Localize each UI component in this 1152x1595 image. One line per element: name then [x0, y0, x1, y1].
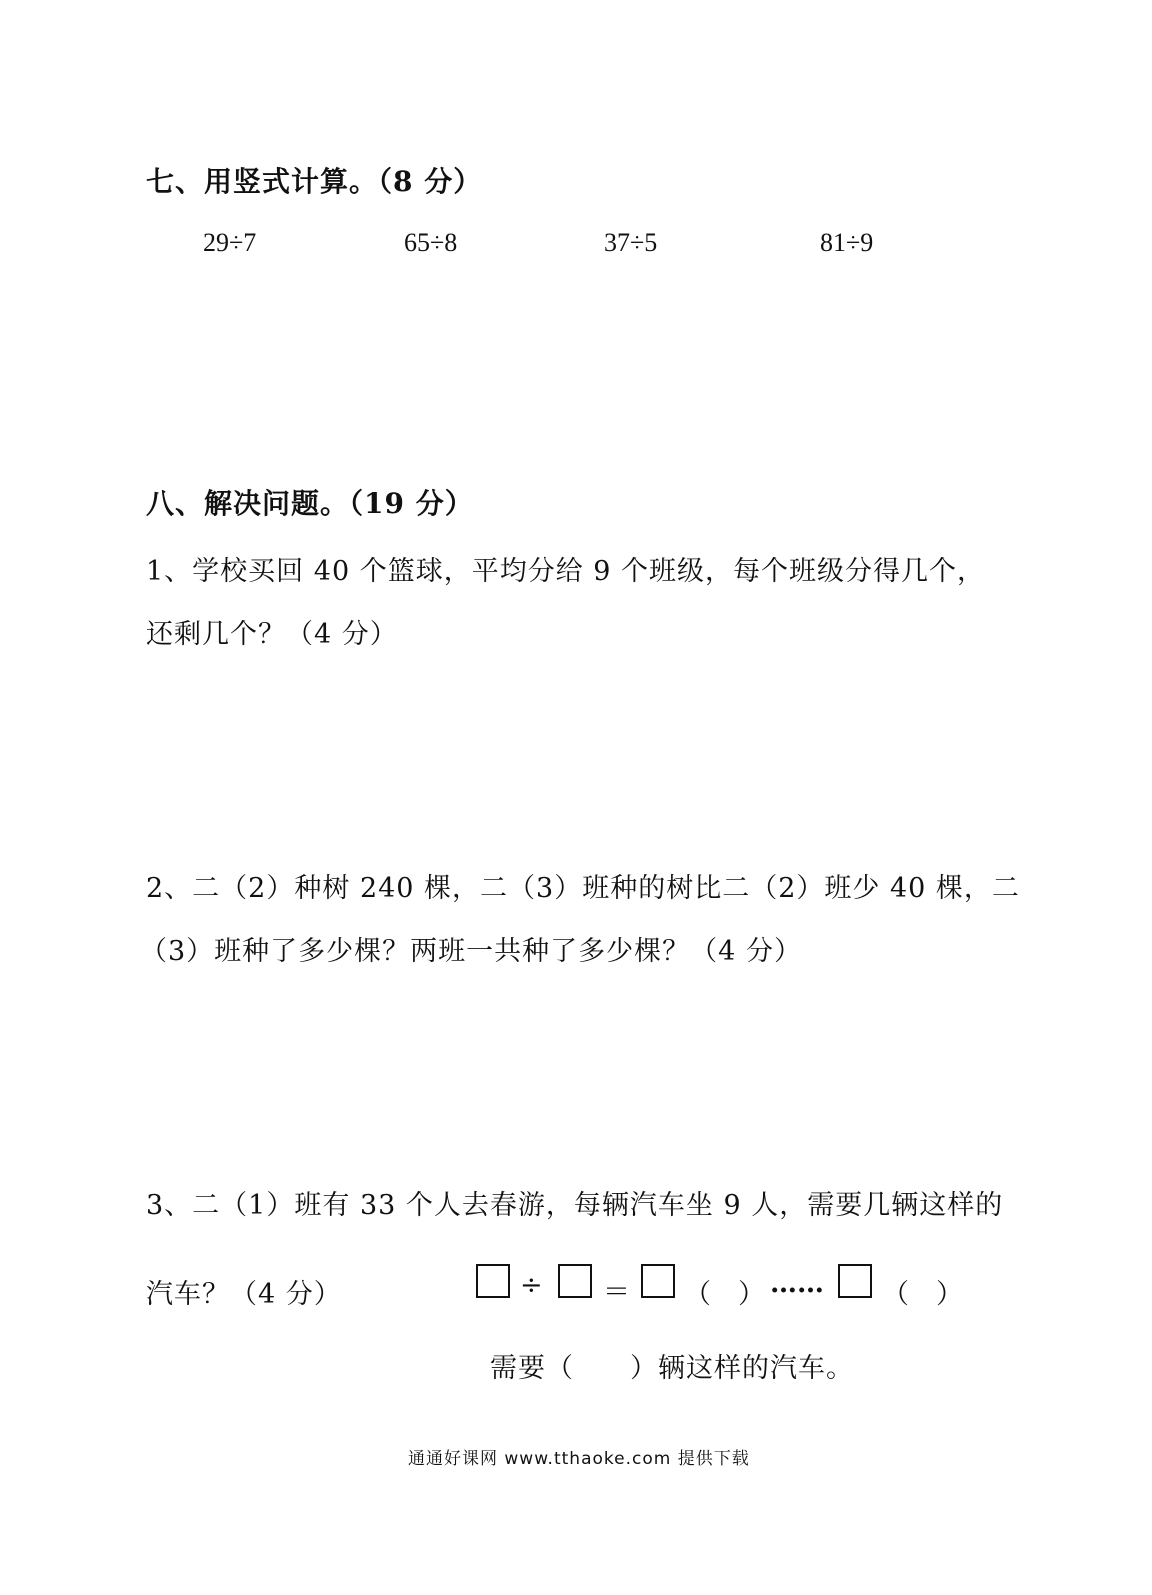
- question-3-line-1: 3、二（1）班有 33 个人去春游，每辆汽车坐 9 人，需要几辆这样的: [146, 1190, 1004, 1221]
- divisor-box[interactable]: [558, 1264, 592, 1298]
- question-2-line-2: （3）班种了多少棵？两班一共种了多少棵？（4 分）: [140, 936, 802, 967]
- quotient-box[interactable]: [641, 1264, 675, 1298]
- divide-symbol: ÷: [520, 1270, 543, 1301]
- question-1-line-2: 还剩几个？（4 分）: [146, 619, 398, 650]
- equals-symbol: ＝: [603, 1277, 630, 1308]
- division-problem-2: 65÷8: [404, 228, 458, 257]
- section-7-title: 七、用竖式计算。（8 分）: [146, 165, 483, 198]
- question-2-line-1: 2、二（2）种树 240 棵，二（3）班种的树比二（2）班少 40 棵，二: [146, 873, 1020, 904]
- quotient-unit-blank[interactable]: （ ）: [684, 1279, 765, 1310]
- question-3-line-2: 汽车？（4 分）: [146, 1279, 342, 1310]
- section-8-title: 八、解决问题。（19 分）: [146, 487, 474, 520]
- division-problem-3: 37÷5: [604, 228, 658, 257]
- division-problem-1: 29÷7: [203, 228, 257, 257]
- question-3-answer-line: 需要（ ）辆这样的汽车。: [490, 1353, 854, 1384]
- footer-source: 通通好课网 www.tthaoke.com 提供下载: [408, 1449, 750, 1469]
- remainder-dots: ……: [770, 1268, 824, 1299]
- remainder-unit-blank[interactable]: （ ）: [882, 1279, 963, 1310]
- division-problem-4: 81÷9: [820, 228, 874, 257]
- question-1-line-1: 1、学校买回 40 个篮球，平均分给 9 个班级，每个班级分得几个，: [146, 556, 986, 587]
- remainder-box[interactable]: [838, 1264, 872, 1298]
- dividend-box[interactable]: [476, 1264, 510, 1298]
